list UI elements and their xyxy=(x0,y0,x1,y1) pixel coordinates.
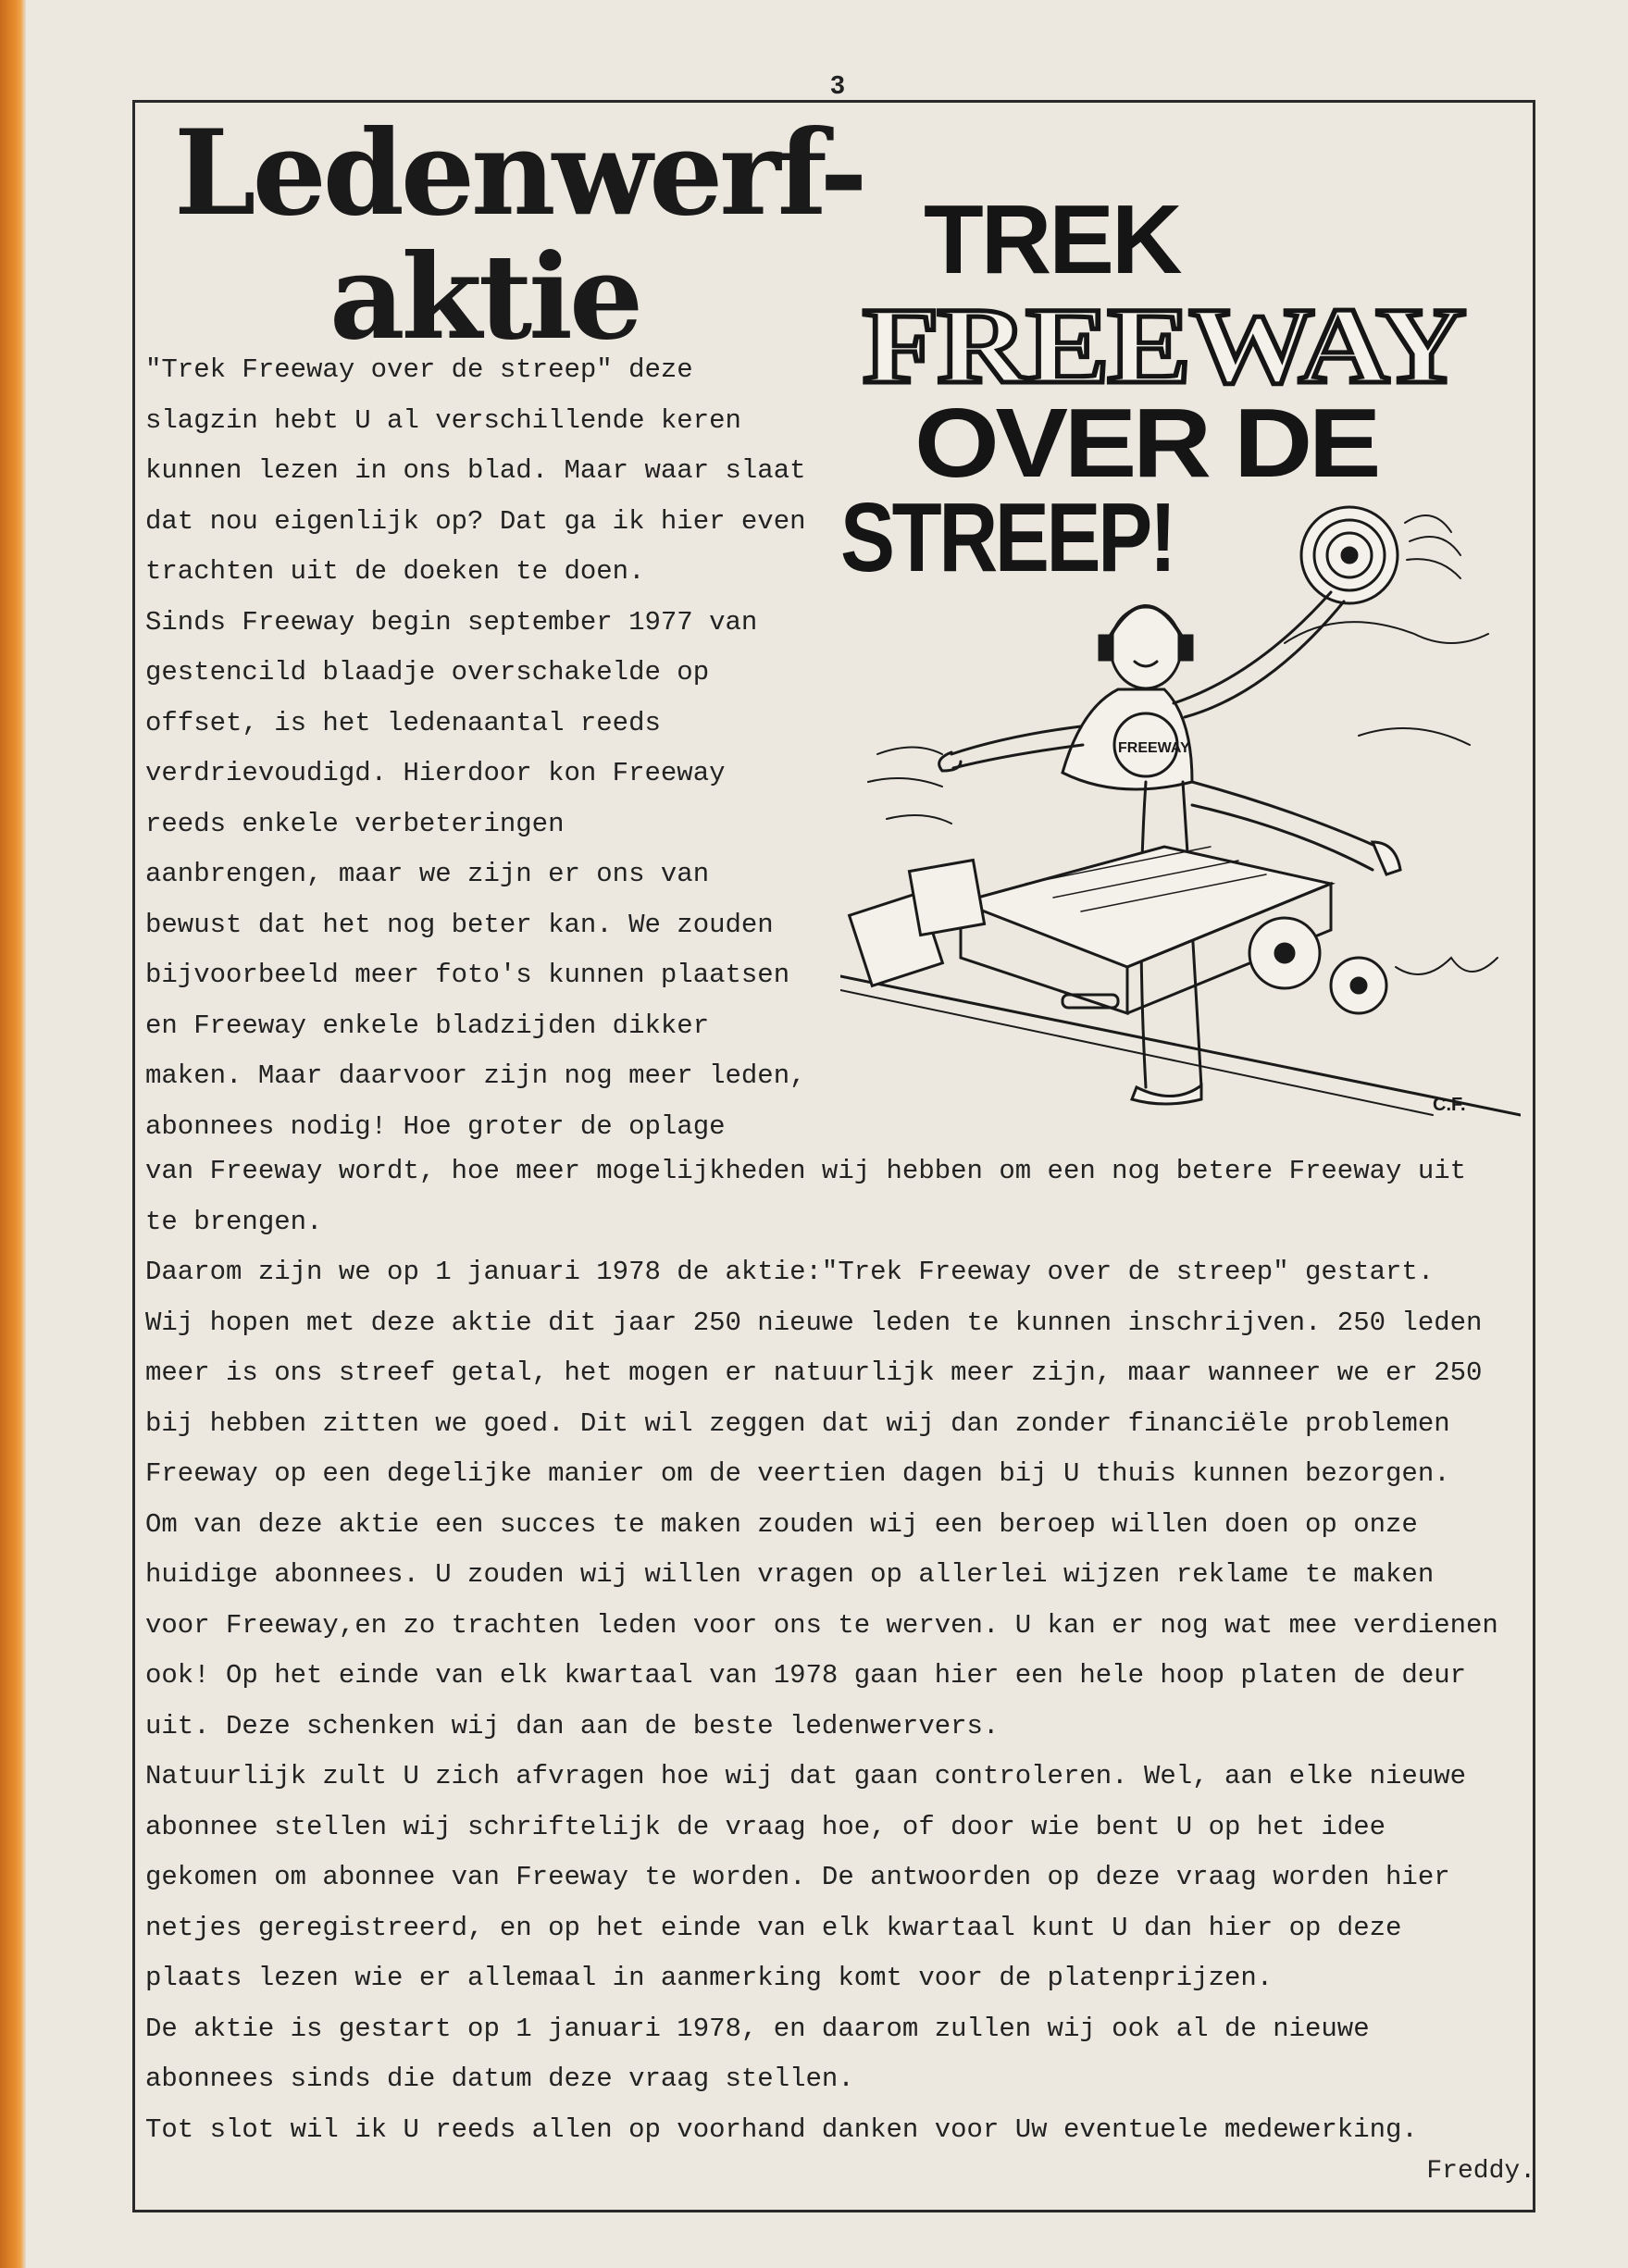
text-line: Wij hopen met deze aktie dit jaar 250 nieuwe leden te kunnen inschrijven. 250 leden xyxy=(145,1307,1483,1338)
text-line: trachten uit de doeken te doen. xyxy=(145,556,645,587)
text-line: abonnees nodig! Hoe groter de oplage xyxy=(145,1110,726,1142)
text-line: verdrievoudigd. Hierdoor kon Freeway xyxy=(145,758,726,788)
text-line: gekomen om abonnee van Freeway te worden. De antwoorden op deze vraag worden hier xyxy=(145,1862,1450,1892)
page-number: 3 xyxy=(830,70,845,99)
text-line: netjes geregistreerd, en op het einde van elk kwartaal kunt U dan hier op deze xyxy=(145,1912,1402,1943)
text-line: huidige abonnees. U zouden wij willen vragen op allerlei wijzen reklame te maken xyxy=(145,1559,1435,1590)
text-line: voor Freeway,en zo trachten leden voor ons te werven. U kan er nog wat mee verdienen xyxy=(145,1609,1498,1641)
text-line: bijvoorbeeld meer foto's kunnen plaatsen xyxy=(145,960,790,990)
text-line: bij hebben zitten we goed. Dit wil zeggen dat wij dan zonder financiële problemen xyxy=(145,1407,1450,1439)
text-line: aanbrengen, maar we zijn er ons van xyxy=(145,859,710,889)
text-line: slagzin hebt U al verschillende keren xyxy=(145,404,741,436)
text-line: abonnees sinds die datum deze vraag stellen. xyxy=(145,2064,854,2094)
full-width-text xyxy=(145,1146,1498,2155)
text-line: gestencild blaadje overschakelde op xyxy=(145,657,710,688)
poster-line-trek: TREK xyxy=(924,185,1180,294)
headline-line-2: aktie xyxy=(329,229,640,366)
text-line: dat nou eigenlijk op? Dat ga ik hier even xyxy=(145,505,806,537)
column-text xyxy=(145,345,806,1152)
text-line: kunnen lezen in ons blad. Maar waar slaat xyxy=(145,455,806,486)
text-line: "Trek Freeway over de streep" deze xyxy=(145,354,693,385)
text-line: van Freeway wordt, hoe meer mogelijkheden wij hebben om een nog betere Freeway uit xyxy=(145,1156,1467,1186)
shirt-text: FREEWAY xyxy=(1118,740,1190,756)
text-line: De aktie is gestart op 1 januari 1978, en daarom zullen wij ook al de nieuwe xyxy=(145,2013,1370,2044)
article-headline xyxy=(174,105,864,366)
text-line: Daarom zijn we op 1 januari 1978 de aktie:"Trek Freeway over de streep" gestart. xyxy=(145,1257,1435,1287)
text-line: plaats lezen wie er allemaal in aanmerking komt voor de platenprijzen. xyxy=(145,1963,1274,1993)
record-disc-icon xyxy=(1301,507,1460,603)
poster-line-streep: STREEP! xyxy=(840,483,1174,592)
text-line: Sinds Freeway begin september 1977 van xyxy=(145,606,758,638)
text-line: Tot slot wil ik U reeds allen op voorhand danken voor Uw eventuele medewerking. xyxy=(145,2113,1418,2145)
text-line: abonnee stellen wij schriftelijk de vraag hoe, of door wie bent U op het idee xyxy=(145,1811,1386,1842)
text-line: bewust dat het nog beter kan. We zouden xyxy=(145,909,774,940)
poster-line-over-de: OVER DE xyxy=(914,389,1378,498)
text-line: uit. Deze schenken wij dan aan de beste ledenwervers. xyxy=(145,1710,1000,1741)
text-line: en Freeway enkele bladzijden dikker xyxy=(145,1010,710,1041)
text-line: maken. Maar daarvoor zijn nog meer leden, xyxy=(145,1060,806,1091)
signature: Freddy. xyxy=(1426,2157,1535,2186)
text-line: meer is ons streef getal, het mogen er natuurlijk meer zijn, maar wanneer we er 250 xyxy=(145,1357,1483,1388)
artist-initials: C.F. xyxy=(1433,1095,1466,1115)
text-line: te brengen. xyxy=(145,1206,323,1237)
orange-binding-edge xyxy=(0,0,26,2268)
text-line: reeds enkele verbeteringen xyxy=(145,808,565,839)
text-line: ook! Op het einde van elk kwartaal van 1978 gaan hier een hele hoop platen de deur xyxy=(145,1660,1467,1691)
campaign-poster xyxy=(840,180,1521,1143)
poster-line-freeway: FREEWAY xyxy=(863,285,1464,406)
text-line: Natuurlijk zult U zich afvragen hoe wij dat gaan controleren. Wel, aan elke nieuwe xyxy=(145,1761,1467,1791)
text-line: Om van deze aktie een succes te maken zouden wij een beroep willen doen op onze xyxy=(145,1508,1418,1540)
text-line: Freeway op een degelijke manier om de veertien dagen bij U thuis kunnen bezorgen. xyxy=(145,1458,1450,1489)
headline-line-1: Ledenwerf- xyxy=(174,105,864,242)
text-line: offset, is het ledenaantal reeds xyxy=(145,707,661,738)
cartoon-illustration xyxy=(840,507,1521,1115)
